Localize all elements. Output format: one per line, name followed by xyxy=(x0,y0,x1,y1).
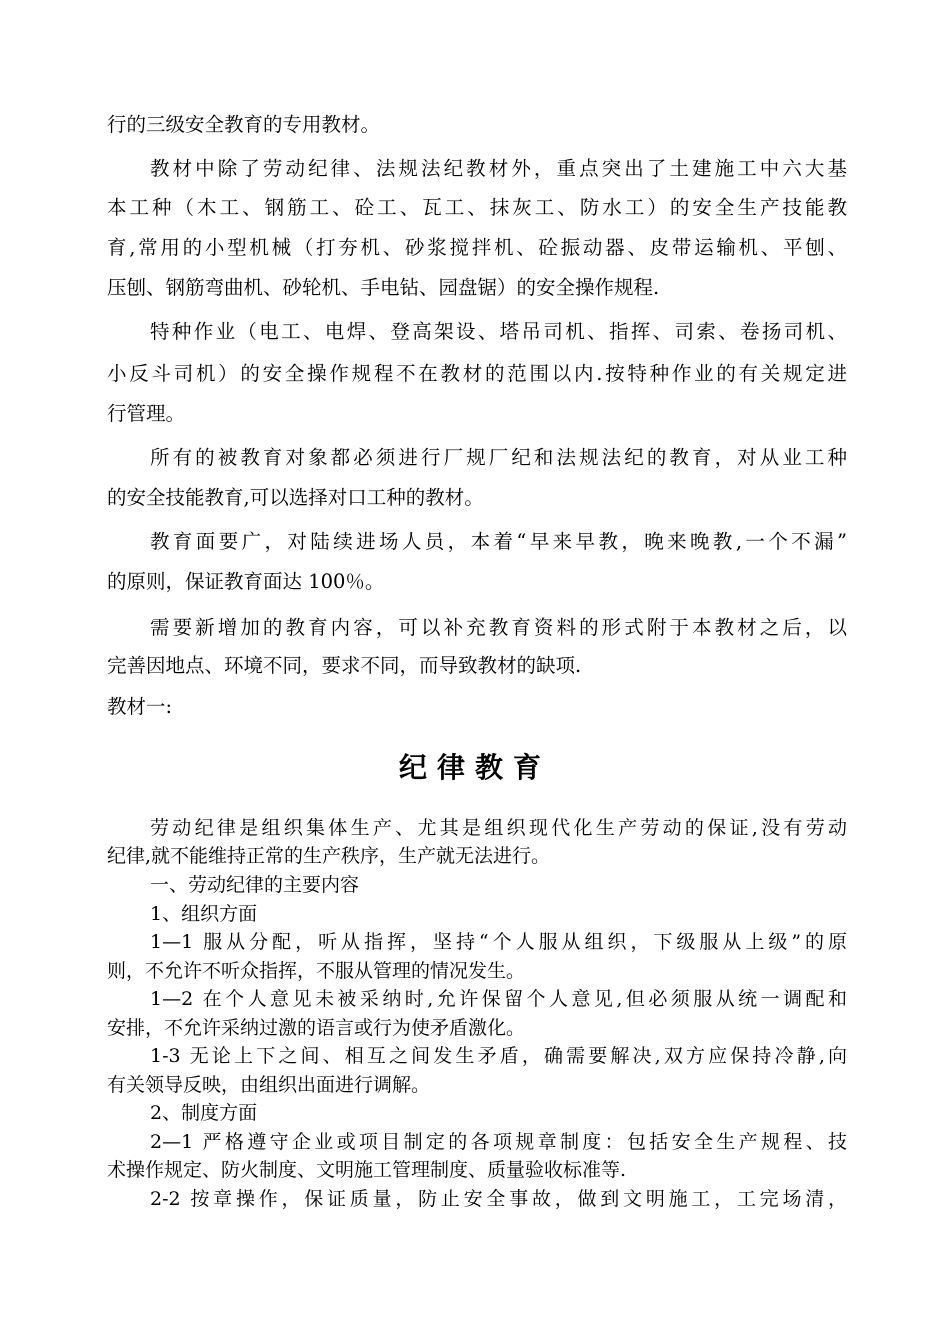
text-line: 需要新增加的教育内容，可以补充教育资料的形式附于本教材之后，以 xyxy=(150,616,847,639)
text-line: 1—1 服从分配，听从指挥，坚持“个人服从组织，下级服从上级”的原 xyxy=(150,931,847,953)
text-line: 行的三级安全教育的专用教材。 xyxy=(107,113,381,136)
text-line: 本工种（木工、钢筋工、砼工、瓦工、抹灰工、防水工）的安全生产技能教 xyxy=(107,196,847,219)
text-line: 行管理。 xyxy=(107,402,186,425)
text-line: 教育面要广，对陆续进场人员，本着“早来早教，晚来晚教,一个不漏” xyxy=(150,530,847,553)
text-line: 教材中除了劳动纪律、法规法纪教材外，重点突出了土建施工中六大基 xyxy=(150,157,847,180)
text-line: 完善因地点、环境不同，要求不同，而导致教材的缺项. xyxy=(107,654,582,677)
text-line: 的原则，保证教育面达 100％。 xyxy=(107,570,385,593)
text-line: 劳动纪律是组织集体生产、尤其是组织现代化生产劳动的保证,没有劳动 xyxy=(150,817,847,839)
text-line: 育,常用的小型机械（打夯机、砂浆搅拌机、砼振动器、皮带运输机、平刨、 xyxy=(107,236,847,259)
text-line: 所有的被教育对象都必须进行厂规厂纪和法规法纪的教育，对从业工种 xyxy=(150,446,847,469)
text-line: 安排，不允许采纳过激的语言或行为使矛盾激化。 xyxy=(107,1017,526,1039)
text-line: 2—1 严格遵守企业或项目制定的各项规章制度：包括安全生产规程、技 xyxy=(150,1131,847,1153)
text-line: 2-2 按章操作，保证质量，防止安全事故，做到文明施工，工完场清， xyxy=(150,1188,847,1210)
text-line: 1—2 在个人意见未被采纳时,允许保留个人意见,但必须服从统一调配和 xyxy=(150,988,847,1010)
text-line: 则，不允许不听众指挥，不服从管理的情况发生。 xyxy=(107,960,526,982)
section-title: 纪律教育 xyxy=(398,751,551,784)
text-line: 一、劳动纪律的主要内容 xyxy=(150,874,360,896)
text-line: 术操作规定、防火制度、文明施工管理制度、质量验收标准等. xyxy=(107,1159,627,1181)
text-line: 1-3 无论上下之间、相互之间发生矛盾，确需要解决,双方应保持冷静,向 xyxy=(150,1045,847,1067)
text-line: 教材一: xyxy=(107,695,173,718)
text-line: 有关领导反映，由组织出面进行调解。 xyxy=(107,1074,431,1096)
text-line: 2、制度方面 xyxy=(150,1102,258,1124)
text-line: 纪律,就不能维持正常的生产秩序，生产就无法进行。 xyxy=(107,845,551,867)
text-line: 1、组织方面 xyxy=(150,903,258,925)
text-line: 的安全技能教育,可以选择对口工种的教材。 xyxy=(107,486,484,509)
text-line: 特种作业（电工、电焊、登高架设、塔吊司机、指挥、司索、卷扬司机、 xyxy=(150,320,847,343)
text-line: 压刨、钢筋弯曲机、砂轮机、手电钻、园盘锯）的安全操作规程. xyxy=(107,276,660,299)
text-line: 小反斗司机）的安全操作规程不在教材的范围以内.按特种作业的有关规定进 xyxy=(107,362,847,385)
